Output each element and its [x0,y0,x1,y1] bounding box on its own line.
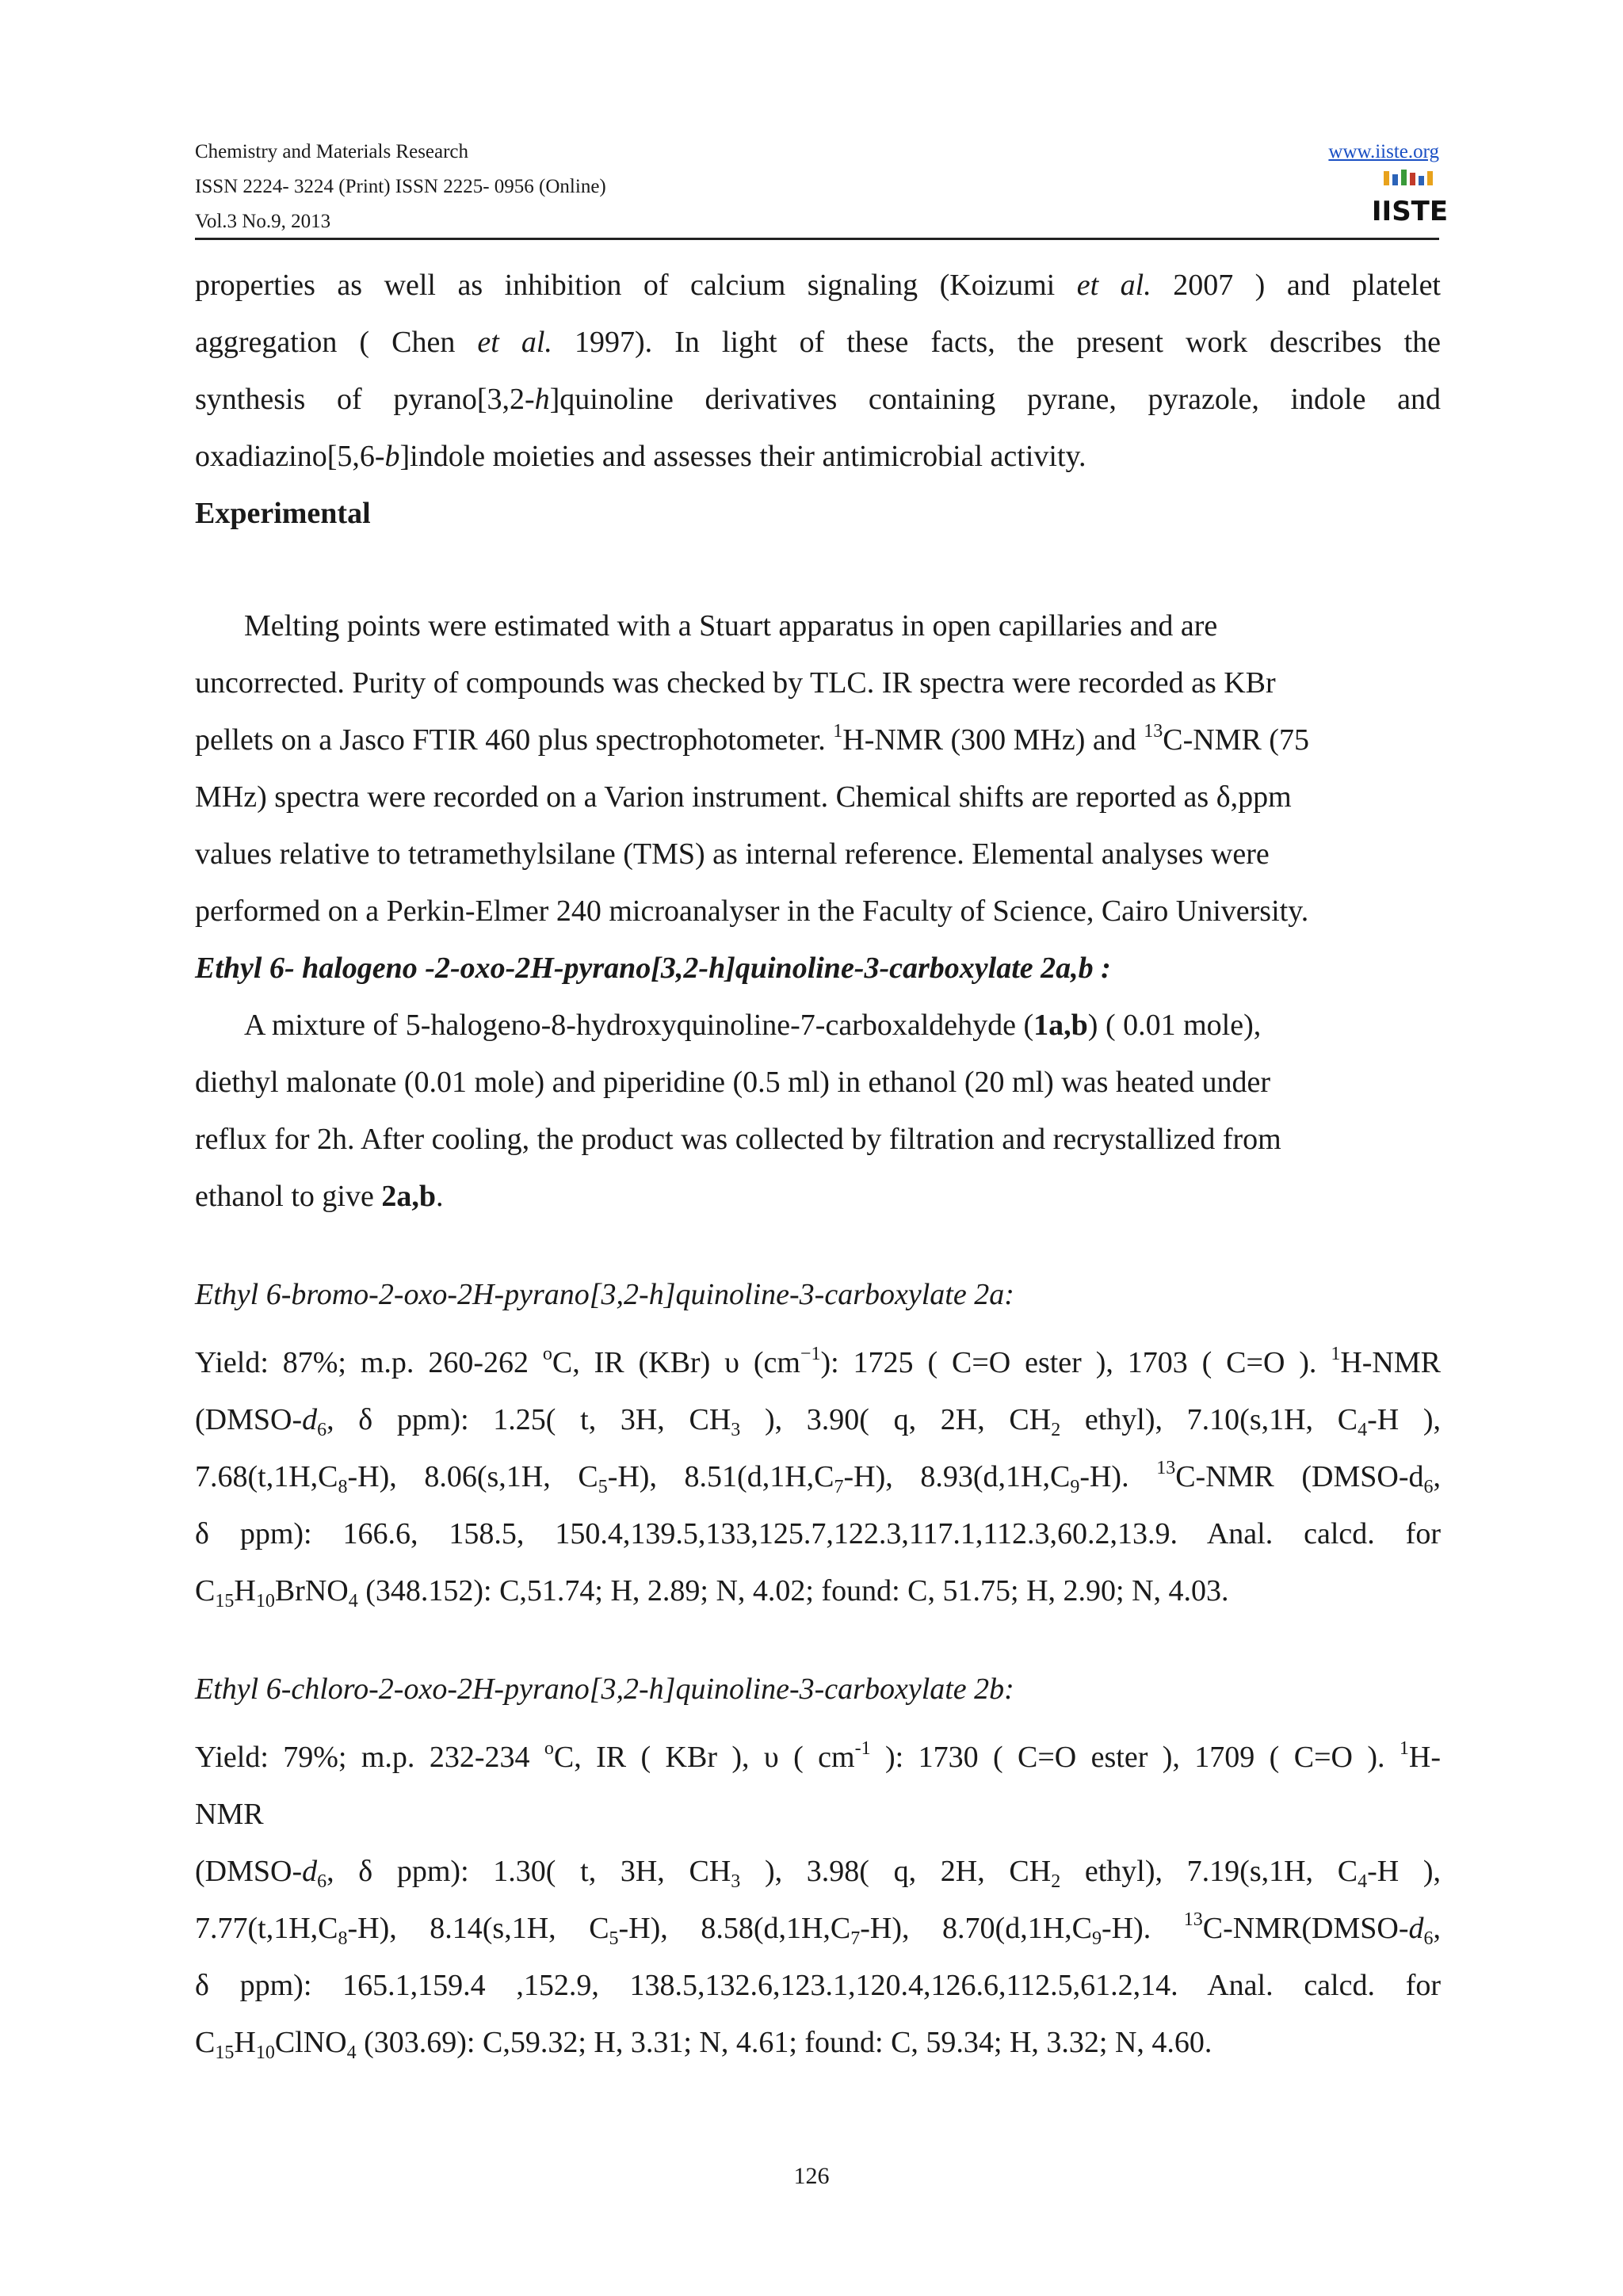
compound-2a-title: Ethyl 6-bromo-2-oxo-2H-pyrano[3,2-h]quinoline-3-carboxylate 2a: [195,1278,1014,1311]
synthesis-heading: Ethyl 6- halogeno -2-oxo-2H-pyrano[3,2-h]quinoline-3-carboxylate 2a,b : [195,952,1111,985]
page-number: 126 [793,2163,830,2189]
experimental-line-4: MHz) spectra were recorded on a Varion instrument. Chemical shifts are reported as δ,ppm [195,780,1292,814]
experimental-line-1: Melting points were estimated with a Stuart apparatus in open capillaries and are [244,609,1218,643]
experimental-line-3: pellets on a Jasco FTIR 460 plus spectrophotometer. $^1$H-NMR (300 MHz) and $^{13}$C-NMR (75 [195,721,1309,757]
compound-2b-line-4: δ ppm): 165.1,159.4 ,152.9, 138.5,132.6,123.1,120.4,126.6,112.5,61.2,14. Anal. calcd. for [195,1969,1441,2002]
journal-name: Chemistry and Materials Research [195,141,469,162]
synthesis-line-1: A mixture of 5-halogeno-8-hydroxyquinoline-7-carboxaldehyde (1a,b) ( 0.01 mole), [244,1009,1262,1042]
compound-2b-line-3: $7.77(t,1H,C_8-H)$, 8.14(s,1H, $C_5-H$), $8.58(d,1H,C_7-H)$, $8.70(d,1H,C_9-H)$. $^{13}C-NMR(DMSO-d_6$, [195,1909,1441,1949]
experimental-line-5: values relative to tetramethylsilane (TMS) as internal reference. Elemental analyses were [195,837,1270,871]
article-body [195,257,1441,2071]
svg-text:IISTE: IISTE [1371,196,1449,227]
compound-2b-title: Ethyl 6-chloro-2-oxo-2H-pyrano[3,2-h]quinoline-3-carboxylate 2b: [195,1672,1014,1706]
compound-2b-line-1b: NMR [195,1798,264,1831]
synthesis-line-4: ethanol to give 2a,b. [195,1180,444,1213]
issn-line: ISSN 2224- 3224 (Print) ISSN 2225- 0956 (Online) [195,176,606,197]
page-header [195,135,1449,238]
compound-2b-line-2: ($DMSO-d_6$, δ ppm): 1.30( t, 3H, $CH_3$ ), 3.98( q, 2H, $CH_2$ ethyl), 7.19(s,1H, $C_4-H$ ), [195,1855,1442,1892]
intro-paragraph [195,257,1441,485]
compound-2a-data [195,1334,1441,1619]
compound-2a-line-4: δ ppm): 166.6, 158.5, 150.4,139.5,133,125.7,122.3,117.1,112.3,60.2,13.9. Anal. calcd. for [195,1517,1441,1550]
compound-2a-line-5: $C_{15}H_{10}BrNO_4$ (348.152): C,51.74; H, 2.89; N, 4.02; found: C, 51.75; H, 2.90; N, 4.03. [195,1574,1229,1611]
experimental-paragraph [195,597,1441,940]
experimental-line-6: performed on a Perkin-Elmer 240 microanalyser in the Faculty of Science, Cairo University. [195,894,1309,928]
synthesis-paragraph [195,997,1441,1225]
compound-2b-data [195,1729,1441,2071]
journal-url-link[interactable]: www.iiste.org [1328,141,1439,162]
compound-2b-line-1: Yield: 79%; m.p. 232-234 $^o$C, IR ( KBr ), υ ( $cm^{-1}$ ): 1730 ( C=O ester ), 1709 ( C=O ). $^1$H- [195,1738,1441,1774]
intro-line-3: synthesis of pyrano[3,2-h]quinoline derivatives containing pyrane, pyrazole, indole and [195,383,1441,416]
experimental-line-2: uncorrected. Purity of compounds was checked by TLC. IR spectra were recorded as KBr [195,666,1276,700]
compound-2a-line-3: $7.68(t,1H,C_8-H)$, 8.06(s,1H, $C_5-H$), $8.51(d,1H,C_7-H)$, $8.93(d,1H,C_9-H)$. $^{13}$C-NMR ($DMSO-d_6$, [195,1458,1441,1497]
experimental-heading: Experimental [195,497,371,530]
compound-2a-line-2: ($DMSO-d_6$, δ ppm): 1.25( t, 3H, $CH_3$ ), 3.90( q, 2H, $CH_2$ ethyl), 7.10(s,1H, $C_4-H$ ), [195,1403,1442,1440]
intro-line-2: aggregation ( Chen et al. 1997). In light of these facts, the present work describes the [195,326,1442,359]
compound-2b-line-5: $C_{15}H_{10}ClNO_4$ (303.69): C,59.32; H, 3.31; N, 4.61; found: C, 59.34; H, 3.32; N, 4.60. [195,2026,1212,2063]
intro-line-1: properties as well as inhibition of calcium signaling (Koizumi et al. 2007 ) and platelet [195,269,1441,302]
synthesis-line-3: reflux for 2h. After cooling, the product was collected by filtration and recrystallized from [195,1123,1281,1156]
intro-line-4: oxadiazino[5,6-b]indole moieties and assesses their antimicrobial activity. [195,440,1086,473]
iiste-logo-icon [1371,168,1449,230]
compound-2a-line-1: Yield: 87%; m.p. 260-262 $^o$C, IR (KBr) υ $(cm^{-1})$: 1725 ( C=O ester ), 1703 ( C=O ). $^1$H-NMR [195,1344,1442,1379]
volume-line: Vol.3 No.9, 2013 [195,211,331,232]
synthesis-line-2: diethyl malonate (0.01 mole) and piperidine (0.5 ml) in ethanol (20 ml) was heated under [195,1066,1271,1099]
header-divider [195,238,1439,240]
